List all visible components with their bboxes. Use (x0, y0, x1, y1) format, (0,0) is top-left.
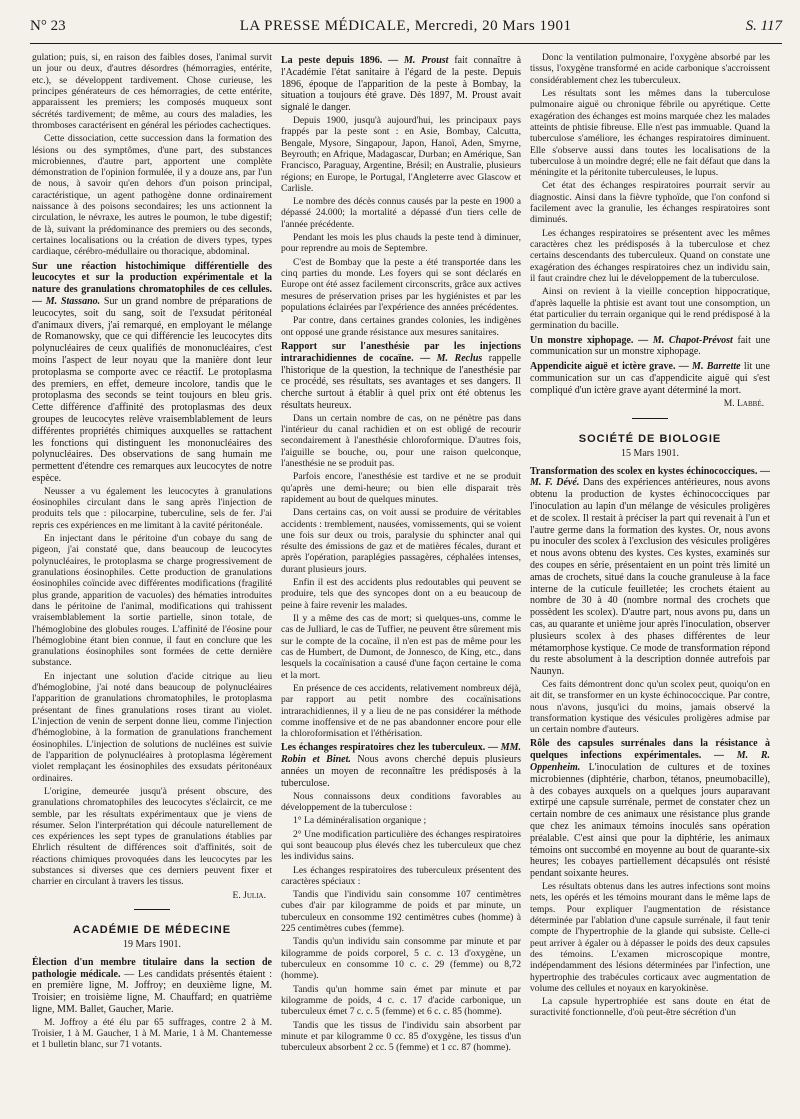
paragraph: Tandis que les tissus de l'individu sain absorbent par minute et par kilogramme 0 cc. 85 d'oxygène, les tissus d'un tuberculeux absorbent 2 cc. 5 (femme) et 1 cc. 87 (homme). (281, 1019, 521, 1054)
paragraph: Il y a même des cas de mort; si quelques-uns, comme le cas de Julliard, le cas de Tuffier, ne peuvent être sûrement mis sur le compte de la cocaïne, il n'en est pas de même pour les cas de Humbert, de Dumont, de Jonnesco, de King, etc., dans lesquels la cocaïnisation a causé d'une façon certaine le coma et la mort. (281, 613, 521, 681)
column-3 (530, 52, 770, 1112)
paragraph: L'origine, demeurée jusqu'à présent obscure, des granulations chromatophiles des leucocytes s'éclaircit, ce me semble, par les résultats expérimentaux que je viens de résumer. Selon l'interprétation qui découle naturellement de ces expériences les sept types de granulations établies par Ehrlich résultent de différences soit d'affinités, soit de réactions chimiques provoquées dans les leucocytes par les substances si diverses que ces derniers peuvent fixer et charrier en circulant à travers les tissus. (32, 785, 272, 888)
article-heading (281, 55, 521, 114)
paragraph: Par contre, dans certaines grandes colonies, les indigènes ont opposé une grande résistance aux mesures sanitaires. (281, 315, 521, 338)
article-title: Élection d'un membre titulaire dans la section de pathologie médicale. (32, 956, 272, 980)
paragraph: Donc la ventilation pulmonaire, l'oxygène absorbé par les tissus, l'oxygène transformé en acide carbonique s'accroissent considérablement chez les tuberculeux. (530, 52, 770, 86)
paragraph: 2° Une modification particulière des échanges respiratoires qui sont beaucoup plus élevés chez les tuberculeux que chez les individus sains. (281, 828, 521, 863)
paragraph: En injectant une solution d'acide citrique au lieu d'hémoglobine, j'ai noté dans beaucoup de polynucléaires l'apparition de granulations chromatophiles, le protoplasma présentant de fines granulations roses tirant au violet. L'injection de venin de serpent donne lieu, comme l'injection d'hémoglobine, à la formation de granulations franchement éosinophiles. L'injection de solutions de nucléines est suivie de l'apparition de polynucléaires à protoplasma légèrement violet remplaçant les éosinophiles des exsudats péritonéaux ordinaires. (32, 670, 272, 784)
paragraph: Tandis que l'individu sain consomme 107 centimètres cubes d'air par kilogramme de poids et par minute, un tuberculeux en consomme 192 centimètres cubes (homme) à 225 centimètres cubes (femme). (281, 889, 521, 935)
paragraph: Pendant les mois les plus chauds la peste tend à diminuer, pour reprendre au mois de Septembre. (281, 232, 521, 255)
paragraph: Nous connaissons deux conditions favorables au développement de la tuberculose : (281, 790, 521, 813)
article-heading (530, 361, 770, 396)
signature: E. Julia. (232, 889, 266, 901)
article-title: Transformation des scolex en kystes échinococciques. — (530, 465, 770, 477)
section-date: 15 Mars 1901. (620, 447, 680, 459)
article-text: — Les candidats présentés étaient : en première ligne, M. Joffroy; en deuxième ligne, M. Troisier; en troisième ligne, M. Chauffard; en quatrième ligne, MM. Ballet, Gaucher, Marie. (32, 968, 272, 1015)
paragraph: Tandis qu'un homme sain émet par minute et par kilogramme de poids, 4 c. c. 17 d'acide carbonique, un tuberculeux émet 7 c. c. 5 (femme) et 6 c. c. 85 (homme). (281, 983, 521, 1018)
article-heading (281, 742, 521, 789)
paragraph: Dans certains cas, on voit aussi se produire de véritables accidents : tremblement, nausées, vomissements, qui se voient une fois sur deux ou trois, paralysie du sphincter anal qui résulte des émissions de gaz et de matières fécales, durant et après l'opération, paraplégies passagères, céphalées intenses, durant plusieurs jours. (281, 507, 521, 575)
article-heading (530, 466, 770, 678)
article-heading (530, 335, 770, 359)
article-text: fait une communication sur un monstre xiphopage. (530, 334, 770, 358)
divider (134, 909, 170, 910)
article-title: Rôle des capsules surrénales dans la résistance à quelques infections expérimentales. — (530, 738, 770, 762)
paragraph: Tandis qu'un individu sain consomme par minute et par kilogramme de poids corporel, 5 c. c. 13 d'oxygène, un tuberculeux en consomme 10 c. c. 29 (femme) ou 8,72 (homme). (281, 936, 521, 982)
paragraph: Ces faits démontrent donc qu'un scolex peut, quoiqu'on en ait dit, se transformer en un kyste échinococcique. Par contre, nous n'avons, jusqu'ici du moins, jamais observé la transformation kystique des vésicules proligères admise par un certain nombre d'auteurs. (530, 678, 770, 736)
page-header (30, 18, 782, 44)
paragraph: En présence de ces accidents, relativement nombreux déjà, par rapport au petit nombre des cocaïnisations intrarachidiennes, il y a lieu de ne pas considérer la méthode comme inoffensive et de ne pas abandonner encore pour elle la chloroformisation et l'éthérisation. (281, 682, 521, 740)
article-title: Rapport sur l'anesthésie par les injections intrarachidiennes de cocaïne. — (281, 340, 521, 364)
article-title: Un monstre xiphopage. — (530, 334, 653, 346)
journal-header-line: LA PRESSE MÉDICALE, Mercredi, 20 Mars 1901 (239, 18, 572, 34)
article-heading (530, 738, 770, 880)
article-title: La peste depuis 1896. — (281, 55, 404, 66)
paragraph: Depuis 1900, jusqu'à aujourd'hui, les principaux pays frappés par la peste sont : en Asie, Bombay, Calcutta, Bengale, Mysore, Singapour, Japon, Hanoï, Aden, Smyrne, Beyrouth; en Afrique, Madagascar, Durban; en Amérique, San Francisco, Paraguay, Argentine, Brésil; en Australie, plusieurs régions; en Europe, le Portugal, l'Angleterre avec Glascow et Carlisle. (281, 114, 521, 194)
article-heading (281, 341, 521, 412)
page-number: S. 117 (745, 18, 782, 34)
paragraph: Les échanges respiratoires se présentent avec les mêmes caractères chez les prédisposés à la tuberculose et chez certains descendants des tuberculeux. Quand on constate une exagération des échanges respiratoires chez un individu sain, il faut craindre chez lui le développement de la tuberculose. (530, 227, 770, 284)
article-text: rappelle l'historique de la question, la technique de l'anesthésie par ce procédé, ses résultats, ses avantages et ses dangers. Il cherche surtout à établir à quel prix ont été obtenus les résultats heureux. (281, 352, 521, 411)
article-author: M. Chapot-Prévost (652, 334, 733, 346)
paragraph: Dans un certain nombre de cas, on ne pénètre pas dans l'intérieur du canal rachidien et on est obligé de recourir secondairement à l'anesthésie chloroformique. D'autres fois, l'aiguille se bouche, ou, pour une raison quelconque, l'anesthésie ne se produit pas. (281, 412, 521, 469)
journal-title: LA PRESSE MÉDICALE (239, 18, 407, 34)
paragraph: Les résultats sont les mêmes dans la tuberculose pulmonaire aiguë ou chronique fébrile ou apyrétique. Cette exagération des échanges est moins marquée chez les malades atteints de phtisie fibreuse. Elle n'est pas immuable. Quand la tuberculose s'améliore, les échanges respiratoires diminuent. Elle s'observe aussi dans toutes les localisations de la tuberculose à un moindre degré; elle ne fait défaut que dans la méningite et la péritonite tuberculeuses, le lupus. (530, 87, 770, 179)
paragraph: Le nombre des décès connus causés par la peste en 1900 a dépassé 24.000; la mortalité a dépassé d'un tiers celle de l'année précédente. (281, 196, 521, 230)
article-text: Dans des expériences antérieures, nous avons obtenu la production de kystes échinococciques par l'inoculation au lapin d'un mélange de vésicules proligères et de scolex. Il restait à préciser la part qui revenait à l'un et l'autre germe dans la formation des kystes. Or, nous avons pu inoculer des scolex à l'exclusion des vésicules proligères et nous avons obtenu des kystes. Ces kystes, examinés sur des coupes en série, présentaient en un point très limité un amas de crochets, situé dans la couche granuleuse à la face interne de la cuticule feuilletée; les crochets étaient au nombre de 30 à 40 (nombre normal des crochets que possèdent les scolex). D'autre part, nous avons pu, dans un cas, au quarante et unième jour après l'inoculation, observer plusieurs scolex à des phases différentes de leur métamorphose kystique. Ce mode de transformation répond du reste absolument à la description donnée autrefois par Naunyn. (530, 477, 770, 678)
article-author: M. Stassano. (45, 296, 101, 308)
article-title: Sur une réaction histochimique différentielle des leucocytes et sur la production expérimentale et la nature des granulations chromatophiles de ces cellules. — (32, 260, 272, 308)
article-title: Appendicite aiguë et ictère grave. — (530, 361, 693, 373)
paragraph: Ainsi on revient à la vieille conception hippocratique, d'après laquelle la phtisie est avant tout une consomption, un état particulier du terrain organique qui le rend prédisposé à la germination du bacille. (530, 286, 770, 332)
paragraph: Cet état des échanges respiratoires pourrait servir au diagnostic. Ainsi dans la fièvre typhoïde, que l'on confond si facilement avec la granulie, les échanges respiratoires sont diminués. (530, 180, 770, 226)
issue-number: N° 23 (30, 18, 66, 34)
paragraph: Neusser a vu également les leucocytes à granulations éosinophiles circulant dans le sang après l'injection de produits tels que : pilocarpine, tuberculine, sels de fer. J'ai repris ces expériences en me limitant à la cavité péritonéale. (32, 485, 272, 531)
paragraph: Les résultats obtenus dans les autres infections sont moins nets, les opérés et les témoins mourant dans le même laps de temps. Pour expliquer l'augmentation de résistance déterminée par l'ablation d'une capsule surrénale, il faut tenir compte de l'hypertrophie de la glande qui subsiste. Celle-ci peut arriver à égaler ou à dépasser le poids des deux capsules des témoins. L'examen microscopique montre, indépendamment des lésions déterminées par l'infection, une hypertrophie des trabécules corticaux avec augmentation de volume des cellules et noyaux en karyokinèse. (530, 881, 770, 994)
signature: M. Labbé. (723, 398, 764, 410)
article-author: M. Proust (403, 55, 449, 66)
paragraph: M. Joffroy a été élu par 65 suffrages, contre 2 à M. Troisier, 1 à M. Gaucher, 1 à M. Marie, 1 à M. Chantemesse et 1 bulletin blanc, sur 71 votants. (32, 1016, 272, 1051)
article-text: Sur un grand nombre de préparations de leucocytes, soit du sang, soit de l'exsudat péritonéal d'animaux divers, j'ai remarqué, en employant le mélange de Romanowsky, que ce qui différencie les leucocytes dits polynucléaires de ceux qualifiés de mononucléaires, c'est moins l'aspect de leur noyau que la manière dont leur protoplasma se comporte avec ce réactif. Le protoplasma des premiers, en effet, demeure incolore, tandis que le protoplasma des seconds se teint toujours en bleu gris. Cette différence d'affinité des protoplasmas des deux groupes de leucocytes relève vraisemblablement de leurs différentes propriétés chimiques auxquelles se rattachent les fonctions qui distinguent les mononucléaires des polynucléaires. Des observations de sang humain me permettent d'étendre ces remarques aux leucocytes de notre espèce. (32, 296, 272, 484)
paragraph: C'est de Bombay que la peste a été transportée dans les cinq parties du monde. Les foyers qui se sont déclarés en Europe ont été assez facilement circonscrits, grâce aux actives mesures de préservation prises par les hygiénistes et par les populations éclairées par l'expérience des années précédentes. (281, 256, 521, 313)
section-date: 19 Mars 1901. (122, 938, 182, 950)
paragraph: Enfin il est des accidents plus redoutables qui peuvent se produire, tels que des syncopes dont on a eu beaucoup de peine à faire revenir les malades. (281, 577, 521, 611)
paragraph: Parfois encore, l'anesthésie est tardive et ne se produit qu'après une demi-heure; ou bien elle disparait très rapidement au bout de quelques minutes. (281, 471, 521, 505)
column-2 (281, 52, 521, 1112)
article-author: M. Reclus (436, 352, 483, 364)
article-heading (32, 261, 272, 485)
paragraph: La capsule hypertrophiée est sans doute en état de suractivité fonctionnelle, d'où peut-être sécrétion d'un (530, 996, 770, 1019)
column-1 (32, 52, 272, 1112)
article-text: fait connaître à l'Académie l'état sanitaire à l'égard de la peste. Depuis 1896, époque de l'apparition de la peste à Bombay, la situation a toujours été grave. Dès 1897, M. Proust avait signalé le danger. (281, 55, 521, 114)
section-title: ACADÉMIE DE MÉDECINE (72, 924, 232, 937)
article-text: L'inoculation de cultures et de toxines microbiennes (diphtérie, charbon, tétanos, pneumobacille), à des cobayes auxquels on a quelques jours auparavant extirpé une capsule surrénale, permet de constater chez un certain nombre de ces animaux une résistance plus grande que chez les animaux témoins inoculés sans opération préalable. C'est ainsi que pour la diphtérie, les animaux témoins ont succombé en moyenne au bout de quarante-six heures; les cobayes partiellement décapsulés ont résisté pendant soixante heures. (530, 762, 770, 880)
article-text: lit une communication sur un cas d'appendicite aiguë qui s'est compliqué d'un ictère grave ayant déterminé la mort. (530, 361, 770, 396)
article-title: Les échanges respiratoires chez les tuberculeux. — (281, 742, 501, 754)
article-author: M. R. Oppenheim. (530, 750, 770, 774)
divider (632, 418, 668, 419)
article-author: M. F. Dévé. (530, 477, 580, 489)
paragraph: gulation; puis, si, en raison des faibles doses, l'animal survit un jour ou deux, d'autres désordres (hémorragies, entérite, etc.), se développent tardivement. Chose curieuse, les principes générateurs de ces hémorragies, de cette entérite, apparaissent les premiers; les composés muqueux sont sécrétés tardivement; de même, au cours des maladies, les thromboses caractérisent en général les périodes cachectiques. (32, 52, 272, 131)
section-title: SOCIÉTÉ DE BIOLOGIE (578, 432, 722, 445)
paragraph: Cette dissociation, cette succession dans la formation des lésions ou des symptômes, d'une part, des substances microbiennes, d'autre part, apportent une complète démonstration de l'opinion formulée, il y a douze ans, par l'un de nous, à savoir qu'en dehors d'un poison principal, caractéristique, un agent pathogène donne ordinairement naissance à des poisons secondaires; les uns actionnent la circulation, le névraxe, les autres le poumon, le tube digestif; de là, suivant la prédominance des premiers ou des seconds, certaines localisations ou la création de divers types, types cardiaque, cérébro-médullaire ou thoracique, abdominal. (32, 133, 272, 258)
article-author: M. Barrette (692, 361, 741, 373)
paragraph: 1° La déminéralisation organique ; (293, 815, 427, 827)
article-heading (32, 957, 272, 1016)
article-text: Nous avons cherché depuis plusieurs années un moyen de reconnaître les prédisposés à la tuberculose. (281, 754, 521, 789)
paragraph: Les échanges respiratoires des tuberculeux présentent des caractères spéciaux : (281, 864, 521, 887)
issue-date: Mercredi, 20 Mars 1901 (414, 18, 572, 34)
paragraph: En injectant dans le péritoine d'un cobaye du sang de pigeon, j'ai constaté que, dans beaucoup de leucocytes polynucléaires, le protoplasma se charge progressivement de granulations éosinophiles. Cette production de granulations éosinophiles coïncide avec différentes modifications (fragilité plus grande, apparition de vacuoles) des hématies introduites dans le péritoine de l'animal, modifications qui trahissent vraisemblablement la sortie partielle, sinon totale, de l'hémoglobine des globules rouges. L'affinité de l'éosine pour l'hémoglobine étant bien connue, il faut en conclure que les granulations éosinophiles sont formées de cette dernière substance. (32, 533, 272, 669)
article-author: MM. Robin et Binet. (281, 742, 521, 766)
